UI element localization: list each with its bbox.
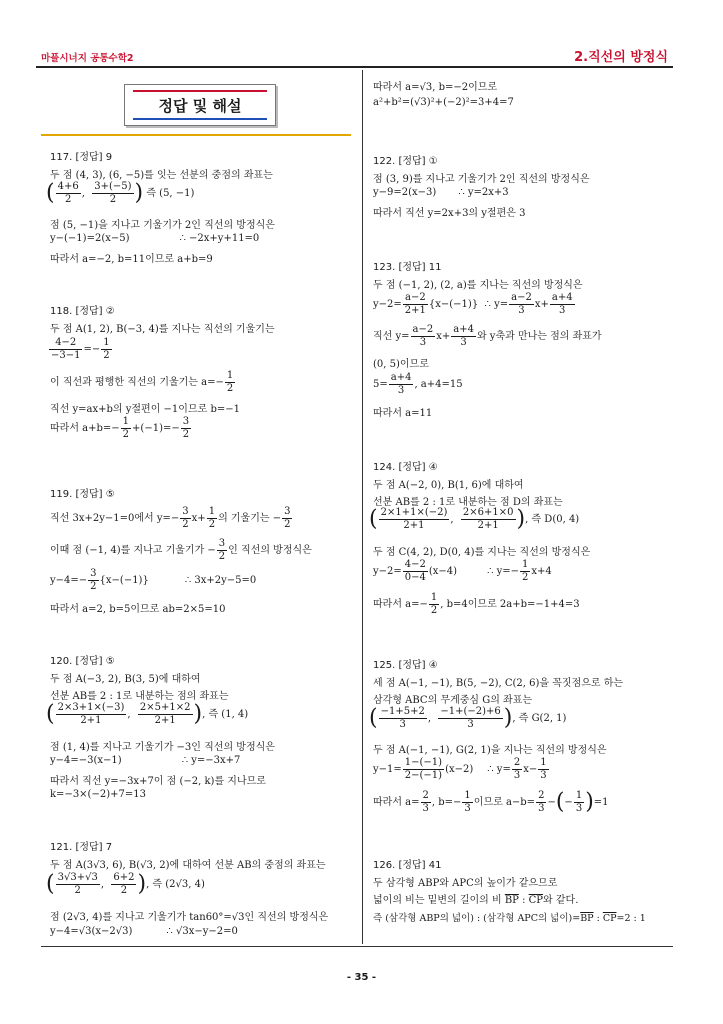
fraction-denominator: 2 bbox=[74, 885, 81, 896]
fraction-numerator: a−2 bbox=[511, 292, 532, 303]
equation: x+ bbox=[436, 331, 451, 342]
solution-123-header: 123. [정답] 11 bbox=[373, 262, 442, 273]
fraction-denominator: 2 bbox=[226, 383, 234, 394]
solution-123-line bbox=[373, 372, 463, 397]
equation: 인 직선의 방정식은 bbox=[228, 545, 312, 556]
fraction-denominator: 3 bbox=[538, 803, 545, 814]
fraction-denominator: 2 bbox=[90, 581, 97, 592]
equation: ∴ −2x+y+11=0 bbox=[179, 233, 260, 244]
fraction-denominator: 2 bbox=[103, 350, 110, 361]
solution-125-result: 즉 G(2, 1) bbox=[518, 713, 567, 724]
solution-126-line bbox=[373, 891, 578, 906]
solution-124-line bbox=[373, 559, 552, 584]
equation: 5= bbox=[373, 379, 388, 390]
solution-124-result: 즉 D(0, 4) bbox=[531, 514, 580, 525]
fraction-numerator: 1 bbox=[226, 370, 234, 381]
solution-120-header: 120. [정답] ⑤ bbox=[50, 656, 115, 667]
equation: ∴ 3x+2y−5=0 bbox=[184, 575, 257, 586]
fraction-denominator: 2−(−1) bbox=[404, 770, 443, 781]
equation: 이 직선과 평행한 직선의 기울기는 a=− bbox=[50, 377, 224, 388]
equation: 따라서 a=− bbox=[373, 599, 428, 610]
header-chapter-title: 2.직선의 방정식 bbox=[574, 50, 668, 65]
equation: 이때 점 (−1, 4)를 지나고 기울기가 − bbox=[50, 545, 216, 556]
page-title: 정답 및 해설 bbox=[158, 97, 242, 115]
fraction-numerator: 1 bbox=[575, 790, 583, 801]
fraction-denominator: 2 bbox=[284, 519, 291, 530]
equation: =1 bbox=[593, 797, 609, 808]
solution-122-line: 점 (3, 9)를 지나고 기울기가 2인 직선의 방정식은 bbox=[373, 174, 590, 185]
solution-121-line: 점 (2√3, 4)를 지나고 기울기가 tan60°=√3인 직선의 방정식은 bbox=[50, 912, 329, 923]
solution-117-line bbox=[50, 233, 259, 244]
fraction-denominator: −3−1 bbox=[51, 350, 81, 361]
solution-119-line bbox=[50, 506, 293, 531]
fraction-denominator: 3 bbox=[575, 803, 583, 814]
header-divider bbox=[36, 66, 673, 68]
solution-120-line: 선분 AB를 2 : 1로 내분하는 점의 좌표는 bbox=[50, 691, 229, 702]
answer-title-box bbox=[124, 84, 276, 126]
equation: 직선 y= bbox=[373, 331, 410, 342]
solution-118-line bbox=[50, 416, 192, 441]
solution-119-line: 따라서 a=2, b=5이므로 ab=2×5=10 bbox=[50, 604, 226, 615]
solution-117-header: 117. [정답] 9 bbox=[50, 152, 113, 163]
fraction-denominator: 2 bbox=[218, 551, 226, 562]
solution-118-line: 두 점 A(1, 2), B(−3, 4)를 지나는 직선의 기울기는 bbox=[50, 324, 275, 335]
fraction-denominator: 2 bbox=[120, 885, 128, 896]
equation: − bbox=[547, 797, 556, 808]
solution-117-result: 즉 (5, −1) bbox=[146, 188, 195, 199]
equation: ∴ y=− bbox=[487, 566, 520, 577]
fraction-numerator: 3 bbox=[218, 538, 226, 549]
equation: ∴ y= bbox=[484, 299, 509, 310]
fraction-denominator: 2 bbox=[122, 429, 130, 440]
equation: y−2= bbox=[373, 566, 402, 577]
equation: y−4=√3(x−2√3) bbox=[50, 926, 133, 937]
fraction-denominator: 2+1 bbox=[477, 520, 499, 531]
solution-123-line: (0, 5)이므로 bbox=[373, 359, 429, 370]
solution-124-line: 두 점 C(4, 2), D(0, 4)를 지나는 직선의 방정식은 bbox=[373, 547, 591, 558]
equation: {x−(−1)} bbox=[428, 299, 479, 310]
equation: x+ bbox=[534, 299, 549, 310]
equation: y−(−1)=2(x−5) bbox=[50, 233, 130, 244]
solution-121-result: 즉 (2√3, 4) bbox=[152, 879, 205, 890]
fraction-numerator: 1 bbox=[122, 416, 130, 427]
equation: 따라서 a= bbox=[373, 797, 420, 808]
equation: 직선 3x+2y−1=0에서 y=− bbox=[50, 513, 180, 524]
solution-121-line: 두 점 A(3√3, 6), B(√3, 2)에 대하여 선분 AB의 중점의 좌표는 bbox=[50, 860, 326, 871]
solution-118-line bbox=[48, 337, 113, 362]
equation: x+4 bbox=[531, 566, 552, 577]
fraction-numerator: 1 bbox=[522, 559, 529, 570]
solution-120-line: 두 점 A(−3, 2), B(3, 5)에 대하여 bbox=[50, 674, 201, 685]
solution-117-line: ( $\frac{4+6}{2}$ , $\frac{3+(-5)}{2}$ ) 즉 (5, −1) bbox=[46, 180, 195, 206]
solution-122-header: 122. [정답] ① bbox=[373, 156, 438, 167]
solution-119-line bbox=[50, 568, 256, 593]
solution-120-line: 점 (1, 4)를 지나고 기울기가 −3인 직선의 방정식은 bbox=[50, 742, 275, 753]
equation: y−9=2(x−3) bbox=[373, 187, 437, 198]
solution-117-line: 점 (5, −1)을 지나고 기울기가 2인 직선의 방정식은 bbox=[50, 220, 275, 231]
fraction-numerator: 2×6+1×0 bbox=[462, 507, 514, 518]
title-underline bbox=[41, 134, 351, 136]
fraction-denominator: 0−4 bbox=[404, 572, 426, 583]
title-red-stripe bbox=[133, 90, 267, 92]
fraction-numerator: 2×5+1×2 bbox=[139, 702, 191, 713]
solution-125-header: 125. [정답] ④ bbox=[373, 660, 438, 671]
fraction-numerator: 1 bbox=[540, 757, 547, 768]
solution-118-line bbox=[50, 370, 236, 395]
equation: =− bbox=[83, 344, 101, 355]
equation: 의 기울기는 − bbox=[218, 513, 282, 524]
equation: x− bbox=[523, 764, 538, 775]
equation: 따라서 a+b=− bbox=[50, 423, 120, 434]
footer-divider bbox=[41, 946, 673, 947]
fraction-numerator: a−2 bbox=[412, 324, 434, 335]
fraction-denominator: 2 bbox=[522, 572, 529, 583]
equation: {x−(−1)} bbox=[99, 575, 149, 586]
fraction-numerator: 2 bbox=[538, 790, 545, 801]
solution-123-line bbox=[373, 292, 576, 317]
solution-120-line: ( $\frac{2\times 3+1\times(-3)}{2+1}$ , $\frac{2\times 5+1\times 2}{2+1}$ ), 즉 (1, 4) bbox=[46, 701, 249, 727]
fraction-numerator: 4+6 bbox=[57, 181, 79, 192]
equation: ∴ y=2x+3 bbox=[458, 187, 509, 198]
fraction-denominator: 3 bbox=[422, 803, 429, 814]
solution-125-line: ( $\frac{-1+5+2}{3}$ , $\frac{-1+(-2)+6}{3}$ ), 즉 G(2, 1) bbox=[369, 705, 567, 731]
solution-120-line bbox=[50, 755, 240, 766]
solution-122-line bbox=[373, 187, 509, 198]
solution-123-line: 두 점 (−1, 2), (2, a)를 지나는 직선의 방정식은 bbox=[373, 280, 583, 291]
equation: y−1= bbox=[373, 764, 402, 775]
fraction-denominator: 3 bbox=[399, 719, 406, 730]
solution-121-continued: 따라서 a=√3, b=−2이므로 bbox=[373, 82, 498, 93]
solution-124-header: 124. [정답] ④ bbox=[373, 462, 438, 473]
equation: (x−2) bbox=[445, 764, 474, 775]
fraction-numerator: 2 bbox=[422, 790, 429, 801]
solution-126-header: 126. [정답] 41 bbox=[373, 860, 442, 871]
fraction-numerator: 2×3+1×(−3) bbox=[57, 702, 125, 713]
fraction-numerator: −1+(−2)+6 bbox=[440, 706, 501, 717]
solution-118-line: 직선 y=ax+b의 y절편이 −1이므로 b=−1 bbox=[50, 404, 240, 415]
solution-121-line bbox=[50, 926, 238, 937]
solution-124-line: 선분 AB를 2 : 1로 내분하는 점 D의 좌표는 bbox=[373, 497, 563, 508]
fraction-numerator: 6+2 bbox=[113, 872, 135, 883]
equation: ∴ √3x−y−2=0 bbox=[166, 926, 238, 937]
fraction-numerator: 2×1+1×(−2) bbox=[380, 507, 448, 518]
fraction-numerator: a+4 bbox=[390, 372, 412, 383]
segment-cp: $\overline{CP}$ bbox=[528, 895, 544, 906]
solution-120-result: 즉 (1, 4) bbox=[208, 709, 249, 720]
solution-121-header: 121. [정답] 7 bbox=[50, 842, 113, 853]
fraction-numerator: a+4 bbox=[551, 292, 573, 303]
solution-120-line: 따라서 직선 y=−3x+7이 점 (−2, k)를 지나므로 bbox=[50, 776, 266, 787]
equation: : bbox=[593, 913, 603, 924]
solution-125-line bbox=[373, 757, 550, 782]
fraction-numerator: 3 bbox=[90, 568, 97, 579]
solution-124-line bbox=[373, 592, 580, 617]
fraction-numerator: 1 bbox=[103, 337, 110, 348]
fraction-denominator: 3 bbox=[559, 305, 566, 316]
equation: , b=4이므로 2a+b=−1+4=3 bbox=[440, 599, 580, 610]
fraction-numerator: 1−(−1) bbox=[404, 757, 443, 768]
equation: − bbox=[564, 797, 573, 808]
equation: 넓이의 비는 밑변의 길이의 비 bbox=[373, 895, 505, 906]
equation: , b=− bbox=[431, 797, 462, 808]
solution-124-line: 두 점 A(−2, 0), B(1, 6)에 대하여 bbox=[373, 480, 524, 491]
solution-117-line: 따라서 a=−2, b=11이므로 a+b=9 bbox=[50, 254, 213, 265]
solution-125-line: 삼각형 ABC의 무게중심 G의 좌표는 bbox=[373, 695, 533, 706]
solution-126-line bbox=[373, 910, 646, 924]
equation: y−2= bbox=[373, 299, 402, 310]
fraction-denominator: 3 bbox=[419, 337, 427, 348]
fraction-numerator: 2 bbox=[513, 757, 521, 768]
equation: x+ bbox=[191, 513, 206, 524]
equation: y−4=− bbox=[50, 575, 88, 586]
segment-cp: $\overline{CP}$ bbox=[602, 913, 617, 924]
column-divider bbox=[362, 70, 363, 944]
equation: : bbox=[518, 895, 529, 906]
equation: 와 y축과 만나는 점의 좌표가 bbox=[476, 331, 602, 342]
equation: (x−4) bbox=[428, 566, 458, 577]
fraction-numerator: 1 bbox=[464, 790, 471, 801]
fraction-numerator: 3 bbox=[182, 506, 189, 517]
fraction-denominator: 2 bbox=[182, 429, 190, 440]
solution-123-line: 따라서 a=11 bbox=[373, 408, 433, 419]
solution-117-line: 두 점 (4, 3), (6, −5)를 잇는 선분의 중점의 좌표는 bbox=[50, 170, 273, 181]
fraction-numerator: 1 bbox=[208, 506, 216, 517]
solution-118-header: 118. [정답] ② bbox=[50, 306, 115, 317]
fraction-numerator: −1+5+2 bbox=[380, 706, 425, 717]
fraction-denominator: 2+1 bbox=[403, 520, 425, 531]
solution-125-line: 따라서 a= $\frac{2}{3}$ , b=− $\frac{1}{3}$ 이므로 a−b= $\frac{2}{3}$ −(− $\frac{1}{3}$ )=1 bbox=[373, 789, 609, 815]
equation: +(−1)=− bbox=[132, 423, 180, 434]
fraction-denominator: 3 bbox=[513, 770, 521, 781]
solution-121-continued: a²+b²=(√3)²+(−2)²=3+4=7 bbox=[373, 97, 514, 108]
solution-123-line bbox=[373, 324, 602, 349]
equation: y−4=−3(x−1) bbox=[50, 755, 122, 766]
fraction-denominator: 3 bbox=[467, 719, 474, 730]
segment-bp: $\overline{BP}$ bbox=[580, 913, 594, 924]
fraction-denominator: 2+1 bbox=[154, 715, 176, 726]
solution-119-line bbox=[50, 538, 312, 563]
fraction-denominator: 2 bbox=[430, 605, 438, 616]
fraction-numerator: a+4 bbox=[453, 324, 474, 335]
fraction-numerator: a−2 bbox=[403, 292, 428, 305]
fraction-denominator: 3 bbox=[518, 305, 525, 316]
fraction-numerator: 3 bbox=[182, 416, 190, 427]
solution-126-line: 두 삼각형 ABP와 APC의 높이가 같으므로 bbox=[373, 878, 558, 889]
equation: ∴ y=−3x+7 bbox=[181, 755, 241, 766]
page-number: - 35 - bbox=[346, 972, 377, 983]
solution-120-line: k=−3×(−2)+7=13 bbox=[50, 789, 146, 800]
equation: , a+4=15 bbox=[414, 379, 463, 390]
fraction-denominator: 3 bbox=[460, 337, 467, 348]
equation: ∴ y= bbox=[487, 764, 511, 775]
solution-125-line: 세 점 A(−1, −1), B(5, −2), C(2, 6)을 꼭짓점으로 하는 bbox=[373, 678, 624, 689]
segment-bp: $\overline{BP}$ bbox=[504, 895, 519, 906]
solution-124-line: ( $\frac{2\times 1+1\times(-2)}{2+1}$ , $\frac{2\times 6+1\times 0}{2+1}$ ), 즉 D(0, 4) bbox=[369, 506, 580, 532]
equation: 즉 (삼각형 ABP의 넓이) : (삼각형 APC의 넓이)= bbox=[373, 913, 581, 924]
solution-119-header: 119. [정답] ⑤ bbox=[50, 489, 115, 500]
fraction-denominator: 3 bbox=[464, 803, 471, 814]
fraction-denominator: 2 bbox=[64, 194, 72, 205]
equation: =2 : 1 bbox=[616, 913, 646, 924]
title-blue-stripe bbox=[133, 118, 267, 120]
fraction-denominator: 2+1 bbox=[80, 715, 102, 726]
fraction-numerator: 4−2 bbox=[404, 559, 426, 570]
header-book-title: 마플시너지 공통수학2 bbox=[41, 53, 134, 64]
fraction-numerator: 3√3+√3 bbox=[57, 872, 98, 883]
fraction-denominator: 3 bbox=[540, 770, 547, 781]
fraction-denominator: 2 bbox=[208, 519, 216, 530]
fraction-numerator: 4−2 bbox=[49, 337, 82, 350]
equation: 이므로 a−b= bbox=[473, 797, 536, 808]
fraction-numerator: 3+(−5) bbox=[94, 181, 132, 192]
solution-121-line: ( $\frac{3√3+√3}{2}$ , $\frac{6+2}{2}$ ), 즉 (2√3, 4) bbox=[46, 871, 205, 897]
fraction-numerator: 1 bbox=[430, 592, 438, 603]
fraction-numerator: 3 bbox=[284, 506, 291, 517]
solution-125-line: 두 점 A(−1, −1), G(2, 1)을 지나는 직선의 방정식은 bbox=[373, 745, 607, 756]
fraction-denominator: 3 bbox=[397, 385, 405, 396]
fraction-denominator: 2 bbox=[109, 194, 117, 205]
solution-122-line: 따라서 직선 y=2x+3의 y절편은 3 bbox=[373, 208, 526, 219]
fraction-denominator: 2 bbox=[182, 519, 189, 530]
equation: 와 같다. bbox=[543, 895, 579, 906]
fraction-denominator: 2+1 bbox=[404, 305, 426, 316]
